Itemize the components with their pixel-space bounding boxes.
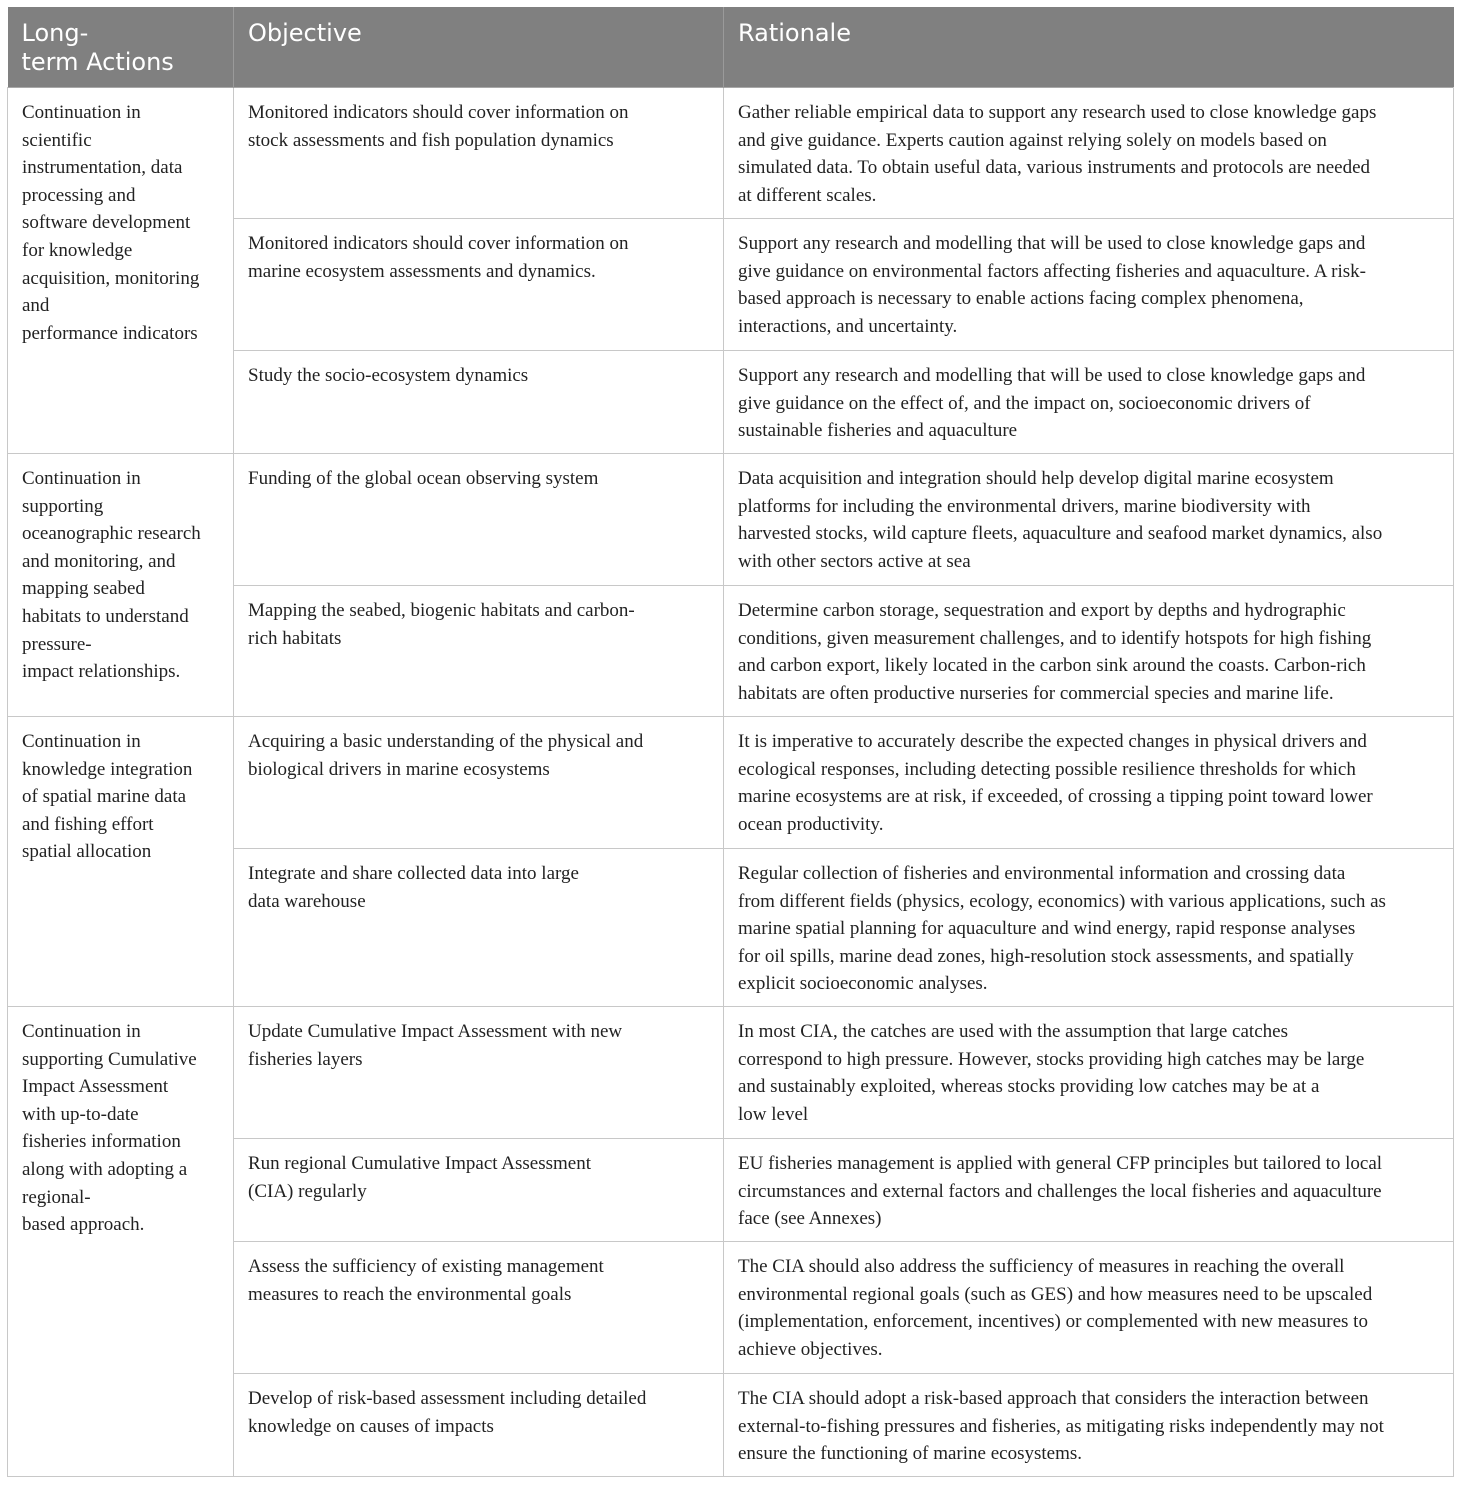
- header-objective: Objective: [234, 7, 724, 88]
- objective-cell: Monitored indicators should cover information on stock assessments and fish population dynamics: [234, 88, 724, 219]
- objective-cell: Update Cumulative Impact Assessment with new fisheries layers: [234, 1007, 724, 1139]
- objective-cell: Study the socio-ecosystem dynamics: [234, 351, 724, 454]
- rationale-cell: The CIA should adopt a risk-based approach that considers the interaction between external-to-fishing pressures and fisheries, as mitigating risks independently may not ensure the functioning of marine ecosystems.: [724, 1374, 1454, 1477]
- rationale-cell: Determine carbon storage, sequestration and export by depths and hydrographic conditions, given measurement challenges, and to identify hotspots for high fishing and carbon export, likely located in the carbon sink around the coasts. Carbon-rich habitats are often productive nurseries for commercial species and marine life.: [724, 586, 1454, 717]
- action-cell: Continuation in supporting oceanographic research and monitoring, and mapping seabed habitats to understand pressure- impact relationships.: [8, 454, 234, 717]
- rationale-cell: Data acquisition and integration should help develop digital marine ecosystem platforms for including the environmental drivers, marine biodiversity with harvested stocks, wild capture fleets, aquaculture and seafood market dynamics, also with other sectors active at sea: [724, 454, 1454, 586]
- objective-cell: Mapping the seabed, biogenic habitats and carbon- rich habitats: [234, 586, 724, 717]
- rationale-cell: In most CIA, the catches are used with the assumption that large catches correspond to high pressure. However, stocks providing high catches may be large and sustainably exploited, whereas stocks providing low catches may be at a low level: [724, 1007, 1454, 1139]
- action-cell: Continuation in scientific instrumentation, data processing and software development for knowledge acquisition, monitoring and performance indicators: [8, 88, 234, 454]
- rationale-cell: The CIA should also address the sufficiency of measures in reaching the overall environmental regional goals (such as GES) and how measures need to be upscaled (implementation, enforcement, incentives) or complemented with new measures to achieve objectives.: [724, 1242, 1454, 1374]
- objective-cell: Acquiring a basic understanding of the physical and biological drivers in marine ecosystems: [234, 717, 724, 849]
- objective-cell: Develop of risk-based assessment including detailed knowledge on causes of impacts: [234, 1374, 724, 1477]
- header-rationale: Rationale: [724, 7, 1454, 88]
- header-long-term-actions: Long- term Actions: [8, 7, 234, 88]
- table-row: [8, 88, 1454, 219]
- rationale-cell: It is imperative to accurately describe the expected changes in physical drivers and ecological responses, including detecting possible resilience thresholds for which marine ecosystems are at risk, if exceeded, of crossing a tipping point toward lower ocean productivity.: [724, 717, 1454, 849]
- rationale-cell: Gather reliable empirical data to support any research used to close knowledge gaps and give guidance. Experts caution against relying solely on models based on simulated data. To obtain useful data, various instruments and protocols are needed at different scales.: [724, 88, 1454, 219]
- rationale-cell: Support any research and modelling that will be used to close knowledge gaps and give guidance on environmental factors affecting fisheries and aquaculture. A risk- based approach is necessary to enable actions facing complex phenomena, interactions, and uncertainty.: [724, 219, 1454, 351]
- action-cell: Continuation in supporting Cumulative Impact Assessment with up-to-date fisheries information along with adopting a regional- based approach.: [8, 1007, 234, 1477]
- header-row: [8, 7, 1454, 88]
- objective-cell: Monitored indicators should cover information on marine ecosystem assessments and dynamics.: [234, 219, 724, 351]
- objective-cell: Run regional Cumulative Impact Assessment (CIA) regularly: [234, 1139, 724, 1242]
- rationale-cell: Support any research and modelling that will be used to close knowledge gaps and give guidance on the effect of, and the impact on, socioeconomic drivers of sustainable fisheries and aquaculture: [724, 351, 1454, 454]
- objective-cell: Integrate and share collected data into large data warehouse: [234, 849, 724, 1007]
- rationale-cell: EU fisheries management is applied with general CFP principles but tailored to local circumstances and external factors and challenges the local fisheries and aquaculture face (see Annexes): [724, 1139, 1454, 1242]
- table-row: [8, 717, 1454, 849]
- actions-table: [7, 7, 1454, 1477]
- table-row: [8, 1007, 1454, 1139]
- objective-cell: Funding of the global ocean observing system: [234, 454, 724, 586]
- action-cell: Continuation in knowledge integration of spatial marine data and fishing effort spatial allocation: [8, 717, 234, 1007]
- objective-cell: Assess the sufficiency of existing management measures to reach the environmental goals: [234, 1242, 724, 1374]
- rationale-cell: Regular collection of fisheries and environmental information and crossing data from different fields (physics, ecology, economics) with various applications, such as marine spatial planning for aquaculture and wind energy, rapid response analyses for oil spills, marine dead zones, high-resolution stock assessments, and spatially explicit socioeconomic analyses.: [724, 849, 1454, 1007]
- table-row: [8, 454, 1454, 586]
